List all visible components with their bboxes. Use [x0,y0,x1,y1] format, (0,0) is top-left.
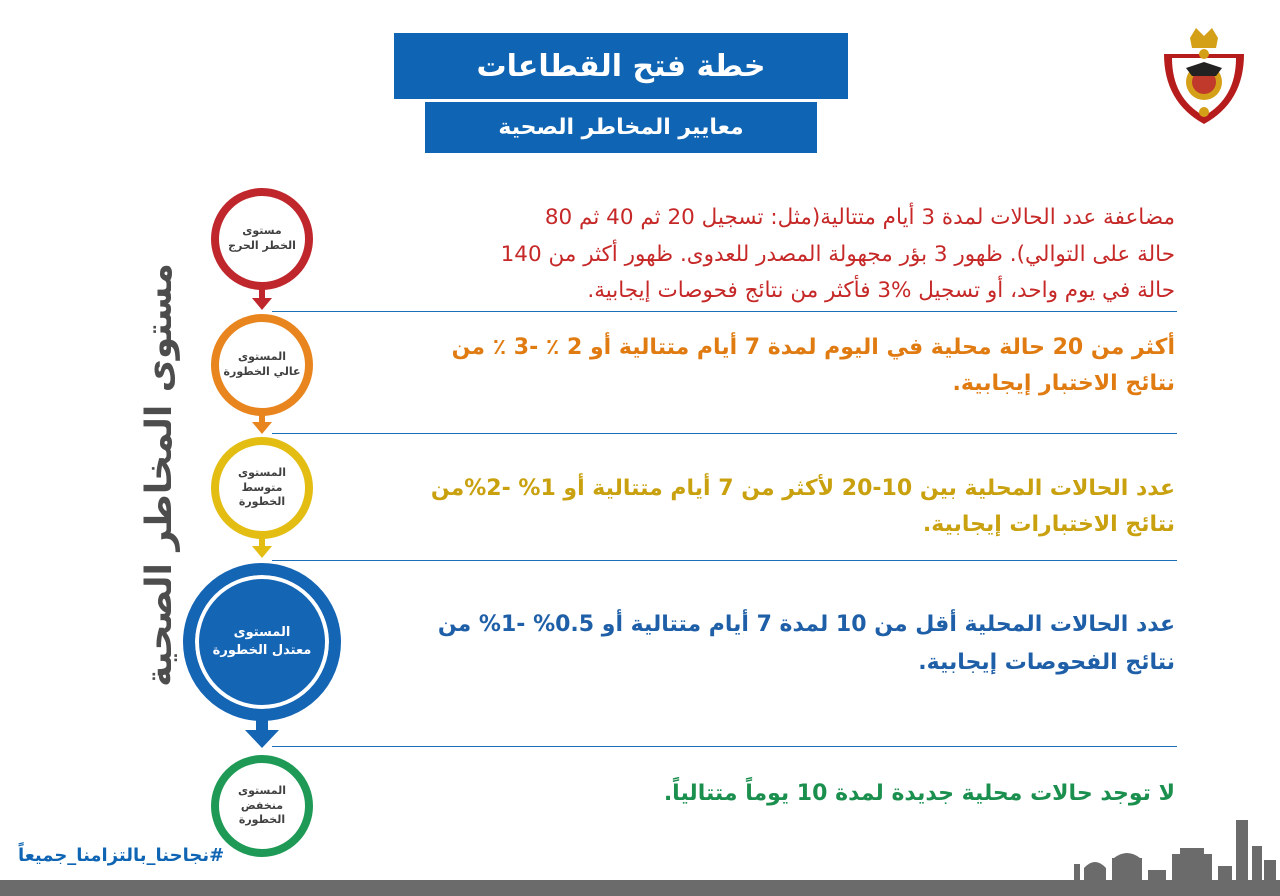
footer-hashtag: #نجاحنا_بالتزامنا_جميعاً [18,845,225,866]
arrow-down-icon [250,536,274,560]
level-moderate-description [438,606,1175,682]
description-line: مضاعفة عدد الحالات لمدة 3 أيام متتالية(مثل: تسجيل 20 ثم 40 ثم 80 [544,205,1175,230]
city-skyline-icon [1070,820,1280,882]
arrow-down-icon [250,412,274,436]
level-low-label-1: المستوى [238,783,286,797]
arrow-down-icon [243,714,281,750]
level-low-badge [211,755,313,857]
level-moderate-label-1: المستوى [233,625,291,641]
page-subtitle: معايير المخاطر الصحية [425,102,817,153]
level-critical-description [501,200,1175,310]
level-low-description [664,776,1175,812]
level-high-label-1: المستوى [238,350,286,364]
description-line: عدد الحالات المحلية بين 10-20 لأكثر من 7 أيام متتالية أو 1% -2%من [430,476,1175,501]
row-divider [272,311,1177,312]
level-low-label-2: منخفض الخطورة [238,798,286,827]
description-line: لا توجد حالات محلية جديدة لمدة 10 يوماً متتالياً. [663,781,1175,806]
description-line: حالة في يوم واحد، أو تسجيل %3 فأكثر من نتائج فحوصات إيجابية. [587,278,1175,303]
description-line: نتائج الاختبار إيجابية. [952,371,1175,396]
page-title: خطة فتح القطاعات [394,33,848,99]
row-divider [272,433,1177,434]
level-critical-label-1: مستوى [242,224,282,238]
level-medium-description [431,471,1175,543]
level-critical-badge [211,188,313,290]
level-moderate-label-2: معتدل الخطورة [212,643,312,658]
footer-bar [0,880,1280,896]
coat-of-arms-icon [1160,24,1248,128]
arrow-down-icon [250,288,274,312]
row-divider [272,560,1177,561]
level-medium-label-1: المستوى [238,465,286,479]
level-critical-label-2: الخطر الحرج [228,239,296,252]
description-line: نتائج الفحوصات إيجابية. [918,650,1175,675]
level-medium-badge [211,437,313,539]
level-moderate-badge [183,563,341,721]
level-high-description [452,330,1175,402]
description-line: نتائج الاختبارات إيجابية. [922,512,1175,537]
description-line: عدد الحالات المحلية أقل من 10 لمدة 7 أيام متتالية أو 0.5% -1% من [437,612,1175,637]
level-high-label-2: عالي الخطورة [223,365,301,378]
description-line: حالة على التوالي). ظهور 3 بؤر مجهولة المصدر للعدوى. ظهور أكثر من 140 [500,241,1175,267]
level-medium-label-2: متوسط الخطورة [238,480,286,509]
level-high-badge [211,314,313,416]
row-divider [272,746,1177,747]
risk-level-axis-label: مستوى المخاطر الصحية [139,263,180,687]
description-line: أكثر من 20 حالة محلية في اليوم لمدة 7 أيام متتالية أو 2 ٪ -3 ٪ من [451,335,1175,360]
